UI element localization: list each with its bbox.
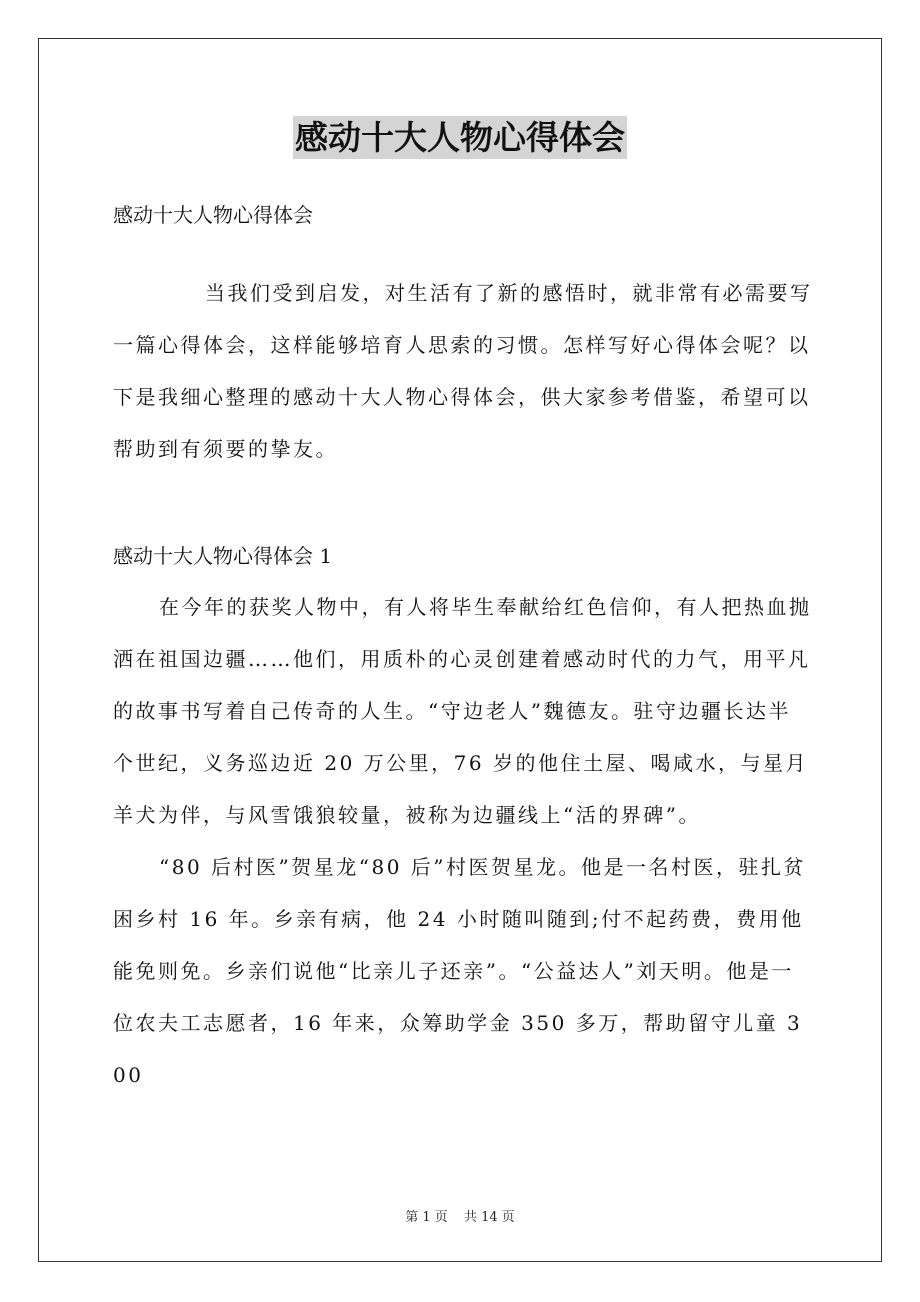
section-heading: 感动十大人物心得体会 1 — [113, 544, 333, 568]
spacer — [113, 475, 813, 531]
document-title: 感动十大人物心得体会 — [295, 118, 625, 157]
section-paragraph-1: 在今年的获奖人物中，有人将毕生奉献给红色信仰，有人把热血抛洒在祖国边疆……他们，用质朴的心灵创建着感动时代的力气，用平凡的故事书写着自己传奇的人生。“守边老人”魏德友。驻守边疆长达半个世纪，义务巡边近 20 万公里，76 岁的他住土屋、喝咸水，与星月羊犬为伴，与风雪饿狼较量，被称为边疆线上“活的界碑”。 — [113, 595, 812, 827]
page-footer — [0, 1206, 920, 1225]
page-number: 第 1 页 — [405, 1210, 448, 1225]
intro-paragraph: 当我们受到启发，对生活有了新的感悟时，就非常有必需要写一篇心得体会，这样能够培育人思索的习惯。怎样写好心得体会呢？以下是我细心整理的感动十大人物心得体会，供大家参考借鉴，希望可以帮助到有须要的挚友。 — [113, 281, 813, 461]
document-body — [113, 190, 813, 1101]
section-paragraph-2: “80 后村医”贺星龙“80 后”村医贺星龙。他是一名村医，驻扎贫困乡村 16 年。乡亲有病，他 24 小时随叫随到;付不起药费，费用他能免则免。乡亲们说他“比亲儿子还亲”。“公益达人”刘天明。他是一位农夫工志愿者，16 年来，众筹助学金 350 多万，帮助留守儿童 300 — [113, 855, 807, 1087]
document-title-wrap — [0, 112, 920, 159]
spacer — [113, 240, 813, 267]
subtitle: 感动十大人物心得体会 — [113, 203, 313, 227]
page-total: 共 14 页 — [463, 1210, 515, 1225]
